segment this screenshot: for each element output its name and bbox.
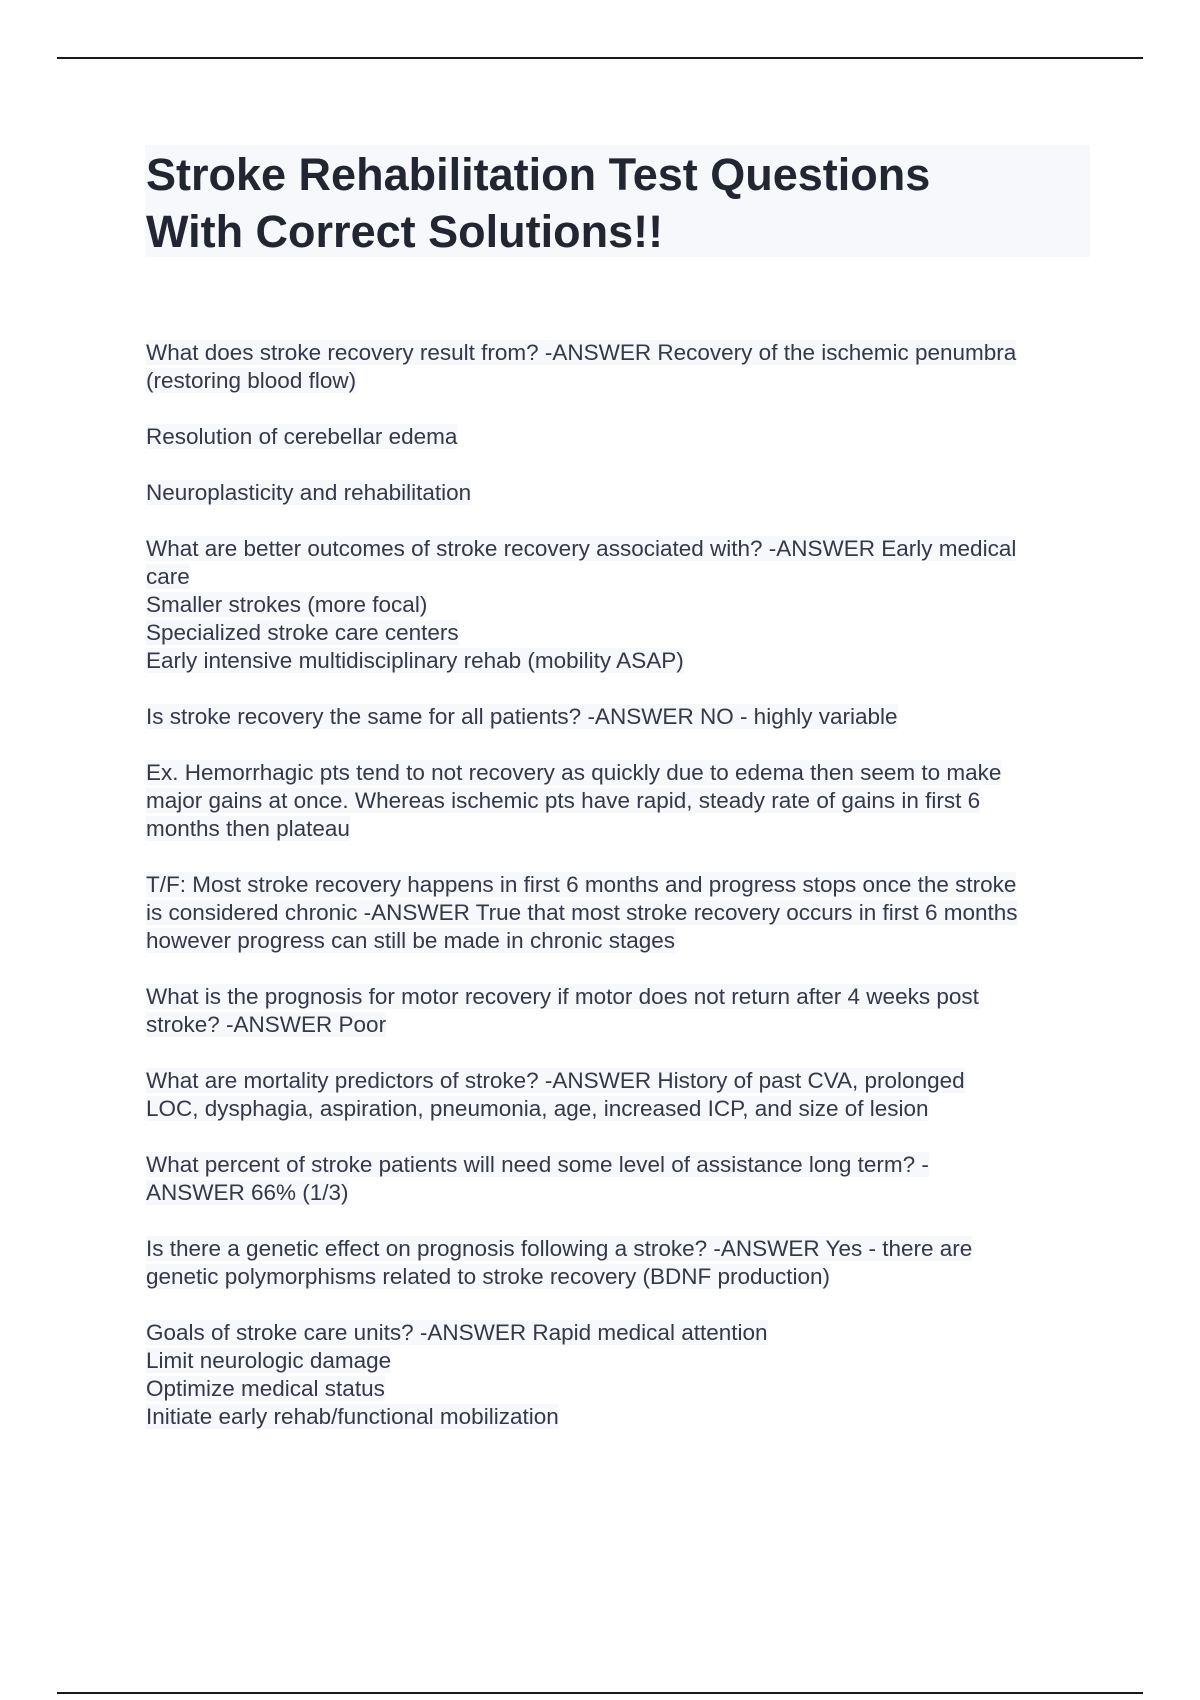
- text-line-content: Initiate early rehab/functional mobilization: [146, 1404, 559, 1429]
- text-line-content: What are mortality predictors of stroke? -ANSWER History of past CVA, prolonged: [146, 1068, 965, 1093]
- qa-paragraph: [146, 339, 1096, 395]
- document-body: [146, 339, 1096, 1459]
- text-line: [146, 759, 1096, 787]
- text-line-content: stroke? -ANSWER Poor: [146, 1012, 387, 1037]
- top-rule: [57, 57, 1143, 59]
- text-line: [146, 1235, 1096, 1263]
- text-line: [146, 1095, 1096, 1123]
- text-line-content: Optimize medical status: [146, 1376, 385, 1401]
- text-line-content: Goals of stroke care units? -ANSWER Rapid medical attention: [146, 1320, 768, 1345]
- text-line: [146, 535, 1096, 563]
- text-line: [146, 1067, 1096, 1095]
- text-line-content: What is the prognosis for motor recovery if motor does not return after 4 weeks post: [146, 984, 979, 1009]
- text-line: [146, 1403, 1096, 1431]
- text-line-content: LOC, dysphagia, aspiration, pneumonia, age, increased ICP, and size of lesion: [146, 1096, 929, 1121]
- text-line: [146, 787, 1096, 815]
- text-line-content: Early intensive multidisciplinary rehab (mobility ASAP): [146, 648, 684, 673]
- text-line: [146, 1319, 1096, 1347]
- text-line-content: (restoring blood flow): [146, 368, 357, 393]
- text-line-content: What percent of stroke patients will need some level of assistance long term? -: [146, 1152, 929, 1177]
- text-line-content: Is stroke recovery the same for all patients? -ANSWER NO - highly variable: [146, 704, 898, 729]
- text-line: [146, 871, 1096, 899]
- text-line: [146, 423, 1096, 451]
- text-line: [146, 899, 1096, 927]
- text-line: [146, 1347, 1096, 1375]
- text-line-content: care: [146, 564, 190, 589]
- text-line-content: Resolution of cerebellar edema: [146, 424, 458, 449]
- text-line-content: Is there a genetic effect on prognosis following a stroke? -ANSWER Yes - there are: [146, 1236, 973, 1261]
- text-line-content: ANSWER 66% (1/3): [146, 1180, 349, 1205]
- text-line-content: months then plateau: [146, 816, 350, 841]
- title-line: Stroke Rehabilitation Test Questions: [146, 149, 931, 200]
- qa-paragraph: [146, 983, 1096, 1039]
- title-line: With Correct Solutions!!: [146, 206, 664, 257]
- bottom-rule: [57, 1692, 1143, 1694]
- text-line-content: Ex. Hemorrhagic pts tend to not recovery as quickly due to edema then seem to make: [146, 760, 1002, 785]
- text-line-content: Smaller strokes (more focal): [146, 592, 428, 617]
- text-line: [146, 1179, 1096, 1207]
- qa-paragraph: [146, 1235, 1096, 1291]
- text-line: [146, 1375, 1096, 1403]
- text-line-content: What does stroke recovery result from? -ANSWER Recovery of the ischemic penumbra: [146, 340, 1017, 365]
- text-line-content: Neuroplasticity and rehabilitation: [146, 480, 472, 505]
- text-line: [146, 367, 1096, 395]
- text-line: [146, 1011, 1096, 1039]
- text-line-content: What are better outcomes of stroke recovery associated with? -ANSWER Early medical: [146, 536, 1017, 561]
- text-line: [146, 815, 1096, 843]
- text-line: [146, 591, 1096, 619]
- text-line-content: Specialized stroke care centers: [146, 620, 459, 645]
- qa-paragraph: [146, 1319, 1096, 1431]
- text-line-content: however progress can still be made in chronic stages: [146, 928, 676, 953]
- text-line: [146, 479, 1096, 507]
- text-line: [146, 983, 1096, 1011]
- text-line: [146, 339, 1096, 367]
- qa-paragraph: [146, 1067, 1096, 1123]
- text-line-content: major gains at once. Whereas ischemic pts have rapid, steady rate of gains in first 6: [146, 788, 981, 813]
- text-line: [146, 647, 1096, 675]
- text-line: [146, 619, 1096, 647]
- text-line-content: is considered chronic -ANSWER True that most stroke recovery occurs in first 6 months: [146, 900, 1018, 925]
- text-line: [146, 563, 1096, 591]
- qa-paragraph: [146, 759, 1096, 843]
- qa-paragraph: [146, 535, 1096, 675]
- qa-paragraph: [146, 423, 1096, 451]
- text-line: [146, 703, 1096, 731]
- qa-paragraph: [146, 703, 1096, 731]
- text-line: [146, 1263, 1096, 1291]
- qa-paragraph: [146, 1151, 1096, 1207]
- text-line-content: Limit neurologic damage: [146, 1348, 392, 1373]
- qa-paragraph: [146, 871, 1096, 955]
- text-line: [146, 1151, 1096, 1179]
- qa-paragraph: [146, 479, 1096, 507]
- text-line-content: genetic polymorphisms related to stroke recovery (BDNF production): [146, 1264, 831, 1289]
- document-title: [145, 145, 1090, 257]
- text-line: [146, 927, 1096, 955]
- text-line-content: T/F: Most stroke recovery happens in first 6 months and progress stops once the stroke: [146, 872, 1017, 897]
